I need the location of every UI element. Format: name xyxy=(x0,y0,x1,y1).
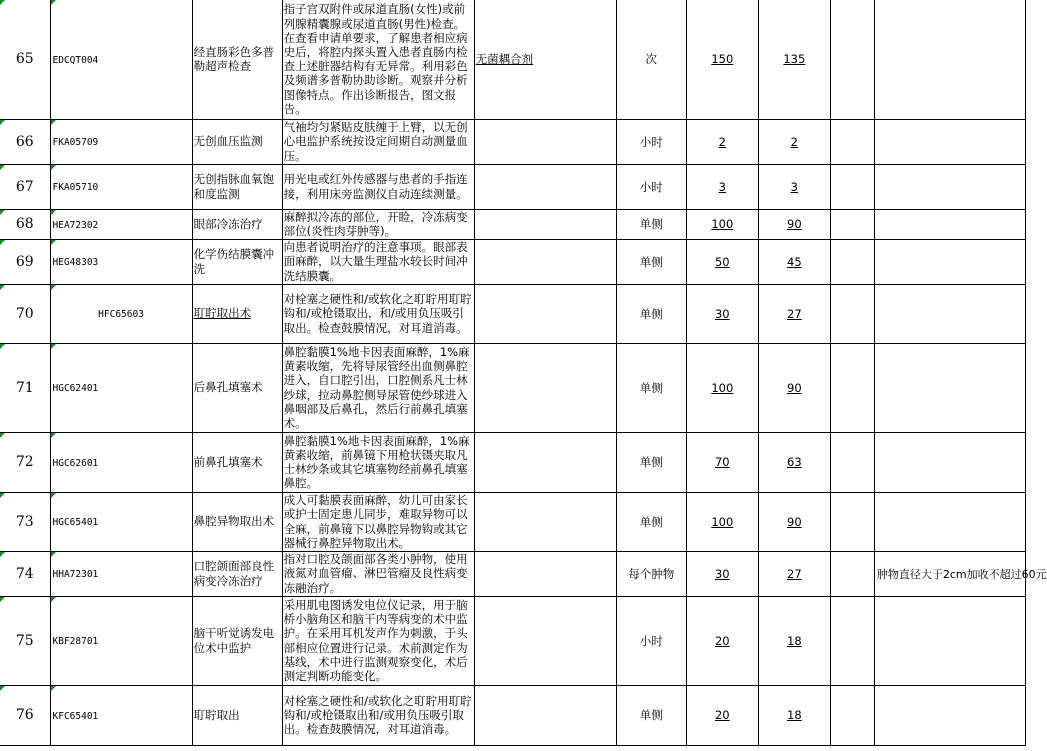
price-2-text: 135 xyxy=(783,52,806,67)
item-code-text: HHA72301 xyxy=(52,569,99,580)
table-row xyxy=(0,239,1026,284)
excluded-materials-cell[interactable] xyxy=(474,209,616,239)
note-cell[interactable] xyxy=(874,209,1025,239)
item-name-cell[interactable] xyxy=(192,209,282,239)
price-cell-1[interactable] xyxy=(686,596,758,685)
price-2-text: 18 xyxy=(787,633,802,648)
note-cell[interactable] xyxy=(874,432,1025,492)
pricing-unit-text: 单侧 xyxy=(639,708,663,722)
item-code-text: FKA05709 xyxy=(52,137,99,148)
item-name-cell[interactable] xyxy=(192,596,282,685)
price-1-text: 100 xyxy=(711,217,734,231)
price-cell-2[interactable] xyxy=(758,596,830,685)
item-name-text: 眼部冷冻治疗 xyxy=(193,216,263,231)
excluded-materials-cell[interactable] xyxy=(474,284,616,343)
item-code-text: HEA72302 xyxy=(52,219,99,231)
item-description-cell[interactable] xyxy=(282,596,474,685)
item-code-text: EDCQT004 xyxy=(52,54,99,66)
empty-cell[interactable] xyxy=(830,239,874,284)
pricing-unit-text: 每个肿物 xyxy=(628,566,675,581)
price-1-text: 100 xyxy=(711,380,734,395)
item-description-cell[interactable] xyxy=(282,492,474,551)
price-1-text: 150 xyxy=(711,52,734,67)
cell-marker-icon xyxy=(0,240,5,245)
excluded-materials-text[interactable]: 无菌耦合剂 xyxy=(475,52,534,67)
pricing-unit-cell[interactable] xyxy=(616,685,686,745)
item-code-cell[interactable] xyxy=(50,119,192,164)
item-description-cell[interactable] xyxy=(282,0,474,119)
pricing-unit-text: 单侧 xyxy=(639,217,663,231)
note-cell[interactable] xyxy=(874,119,1025,164)
pricing-unit-cell[interactable] xyxy=(616,164,686,209)
item-code-cell[interactable] xyxy=(50,432,192,492)
item-code-cell[interactable] xyxy=(50,685,192,745)
empty-cell[interactable] xyxy=(830,596,874,685)
item-code-cell[interactable] xyxy=(50,239,192,284)
item-description-text: 指子宫双附件或尿道直肠(女性)或前列腺精囊腺或尿道直肠(男性)检查。在查看申请单要求，了解患者相应病史后，将腔内探头置入患者直肠内检查上述脏器结构有无异常。利用彩色及频谱多普勒协助诊断。观察并分析图像特点。作出诊断报告，图文报告。 xyxy=(283,2,468,116)
price-2-text: 90 xyxy=(787,217,802,231)
item-code-text: HEG48303 xyxy=(52,257,99,268)
row-number-cell[interactable] xyxy=(0,209,50,239)
table-row xyxy=(0,551,1026,596)
price-2-text: 27 xyxy=(787,566,802,581)
row-number-text: 72 xyxy=(15,454,34,470)
empty-cell[interactable] xyxy=(830,0,874,119)
pricing-unit-text: 次 xyxy=(645,52,658,67)
item-description-cell[interactable] xyxy=(282,551,474,596)
empty-cell[interactable] xyxy=(830,284,874,343)
pricing-unit-cell[interactable] xyxy=(616,343,686,432)
item-name-cell[interactable] xyxy=(192,432,282,492)
cell-marker-icon xyxy=(51,597,56,602)
pricing-unit-text: 单侧 xyxy=(639,254,663,269)
cell-marker-icon xyxy=(0,0,5,5)
note-cell[interactable] xyxy=(874,343,1025,432)
price-cell-1[interactable] xyxy=(686,119,758,164)
pricing-unit-cell[interactable] xyxy=(616,284,686,343)
row-number-text: 73 xyxy=(15,513,34,530)
row-number-cell[interactable] xyxy=(0,284,50,343)
excluded-materials-cell[interactable] xyxy=(474,551,616,596)
price-cell-2[interactable] xyxy=(758,551,830,596)
cell-marker-icon xyxy=(51,344,56,349)
row-number-text: 68 xyxy=(15,216,34,232)
item-code-text: HGC65401 xyxy=(52,517,99,528)
item-description-cell[interactable] xyxy=(282,343,474,432)
table-row xyxy=(0,284,1026,343)
cell-marker-icon xyxy=(51,433,56,438)
price-cell-1[interactable] xyxy=(686,685,758,745)
item-code-cell[interactable] xyxy=(50,596,192,685)
excluded-materials-cell[interactable] xyxy=(474,239,616,284)
pricing-unit-text: 小时 xyxy=(639,179,663,194)
excluded-materials-cell[interactable] xyxy=(474,685,616,745)
item-name-cell[interactable] xyxy=(192,492,282,551)
empty-cell[interactable] xyxy=(830,432,874,492)
item-description-cell[interactable] xyxy=(282,209,474,239)
note-cell[interactable] xyxy=(874,551,1047,596)
item-name-text: 耵聍取出 xyxy=(193,707,240,722)
note-cell[interactable] xyxy=(874,284,1025,343)
item-code-text: FKA05710 xyxy=(52,182,99,193)
row-number-cell[interactable] xyxy=(0,343,50,432)
note-cell[interactable] xyxy=(874,685,1025,745)
row-number-text: 74 xyxy=(15,565,34,582)
item-description-cell[interactable] xyxy=(282,119,474,164)
item-description-text: 成人可黏膜表面麻醉，幼儿可由家长或护士固定患儿同步，难取异物可以全麻，前鼻镜下以鼻腔异物钩或其它器械行鼻腔异物取出术。 xyxy=(283,493,468,550)
empty-cell[interactable] xyxy=(830,492,874,551)
cell-marker-icon xyxy=(51,493,56,498)
row-number-text: 76 xyxy=(15,707,34,723)
cell-marker-icon xyxy=(0,344,5,349)
price-cell-1[interactable] xyxy=(686,0,758,119)
cell-marker-icon xyxy=(0,433,5,438)
price-cell-2[interactable] xyxy=(758,164,830,209)
item-code-text: HGC62401 xyxy=(52,383,99,394)
item-description-cell[interactable] xyxy=(282,284,474,343)
item-code-text: HFC65603 xyxy=(98,309,144,320)
cell-marker-icon xyxy=(0,552,5,557)
row-number-cell[interactable] xyxy=(0,119,50,164)
pricing-unit-cell[interactable] xyxy=(616,492,686,551)
price-2-text: 63 xyxy=(787,455,802,469)
pricing-unit-cell[interactable] xyxy=(616,596,686,685)
item-code-cell[interactable] xyxy=(50,209,192,239)
cell-marker-icon xyxy=(51,240,56,245)
cell-marker-icon xyxy=(51,120,56,125)
item-name-text: 鼻腔异物取出术 xyxy=(193,514,275,529)
item-name-text: 无创指脉血氧饱和度监测 xyxy=(193,172,275,201)
item-name-text: 口腔颌面部良性病变冷冻治疗 xyxy=(193,559,275,588)
row-number-cell[interactable] xyxy=(0,432,50,492)
item-name-text: 后鼻孔填塞术 xyxy=(193,380,263,395)
row-number-text: 67 xyxy=(15,178,34,195)
price-cell-1[interactable] xyxy=(686,239,758,284)
price-cell-1[interactable] xyxy=(686,164,758,209)
price-2-text: 2 xyxy=(790,134,798,149)
item-name-cell[interactable] xyxy=(192,164,282,209)
price-cell-2[interactable] xyxy=(758,239,830,284)
item-description-cell[interactable] xyxy=(282,164,474,209)
price-1-text: 20 xyxy=(714,708,730,722)
empty-cell[interactable] xyxy=(830,119,874,164)
pricing-unit-text: 单侧 xyxy=(639,306,663,321)
pricing-unit-cell[interactable] xyxy=(616,551,686,596)
pricing-unit-text: 小时 xyxy=(639,633,663,648)
item-description-cell[interactable] xyxy=(282,685,474,745)
cell-marker-icon xyxy=(51,552,56,557)
excluded-materials-cell[interactable] xyxy=(474,343,616,432)
cell-marker-icon xyxy=(0,210,5,215)
note-cell[interactable] xyxy=(874,239,1025,284)
row-number-cell[interactable] xyxy=(0,492,50,551)
note-cell[interactable] xyxy=(874,164,1025,209)
item-description-text: 向患者说明治疗的注意事项。眼部表面麻醉，以大量生理盐水较长时间冲洗结膜囊。 xyxy=(283,240,468,283)
item-description-text: 麻醉拟冷冻的部位，开睑，冷冻病变部位(炎性肉芽肿等)。 xyxy=(283,209,468,238)
pricing-unit-text: 单侧 xyxy=(639,380,663,395)
empty-cell[interactable] xyxy=(830,164,874,209)
table-row xyxy=(0,492,1026,551)
table-row xyxy=(0,0,1026,119)
item-name-cell[interactable] xyxy=(192,0,282,119)
table-row xyxy=(0,119,1026,164)
row-number-text: 71 xyxy=(15,379,34,396)
cell-marker-icon xyxy=(51,285,56,290)
item-name-cell[interactable] xyxy=(192,239,282,284)
row-number-cell[interactable] xyxy=(0,164,50,209)
price-cell-2[interactable] xyxy=(758,432,830,492)
row-number-text: 66 xyxy=(15,133,34,150)
note-text: 肿物直径大于2cm加收不超过60元 xyxy=(876,567,1047,581)
table-row xyxy=(0,432,1026,492)
pricing-unit-cell[interactable] xyxy=(616,209,686,239)
price-cell-1[interactable] xyxy=(686,343,758,432)
item-description-text: 采用肌电图诱发电位仪记录，用于脑桥小脑角区和脑干内等病变的术中监护。在采用耳机发声作为刺激，于头部相应位置进行记录。术前测定作为基线，术中进行监测观察变化，术后测定判断功能变化。 xyxy=(283,597,468,683)
price-2-text: 90 xyxy=(787,514,802,529)
item-name-cell[interactable] xyxy=(192,343,282,432)
item-code-text: HGC62601 xyxy=(52,457,99,469)
row-number-text: 75 xyxy=(15,632,34,649)
price-cell-1[interactable] xyxy=(686,209,758,239)
cell-marker-icon xyxy=(51,686,56,691)
price-1-text: 20 xyxy=(714,633,730,648)
price-cell-2[interactable] xyxy=(758,0,830,119)
item-description-text: 指对口腔及颌面部各类小肿物，使用液氮对血管瘤、淋巴管瘤及良性病变冻融治疗。 xyxy=(283,552,468,595)
note-cell[interactable] xyxy=(874,492,1025,551)
pricing-unit-cell[interactable] xyxy=(616,239,686,284)
price-cell-2[interactable] xyxy=(758,492,830,551)
row-number-text: 69 xyxy=(15,253,34,270)
price-cell-2[interactable] xyxy=(758,209,830,239)
price-1-text: 70 xyxy=(714,455,730,469)
empty-cell[interactable] xyxy=(830,685,874,745)
item-name-text: 化学伤结膜囊冲洗 xyxy=(193,247,275,276)
item-name-text: 脑干听觉诱发电位术中监护 xyxy=(193,626,275,655)
cell-marker-icon xyxy=(0,597,5,602)
empty-cell[interactable] xyxy=(830,209,874,239)
pricing-unit-cell[interactable] xyxy=(616,119,686,164)
table-row xyxy=(0,209,1026,239)
item-name-cell[interactable] xyxy=(192,284,282,343)
item-code-cell[interactable] xyxy=(50,551,192,596)
price-2-text: 90 xyxy=(787,380,802,395)
item-description-text: 对栓塞之硬性和/或软化之耵聍用耵聍钩和/或枪镊取出，和/或用负压吸引取出。检查鼓膜情况，对耳道消毒。 xyxy=(283,292,472,335)
item-name-cell[interactable] xyxy=(192,685,282,745)
item-description-cell[interactable] xyxy=(282,239,474,284)
row-number-cell[interactable] xyxy=(0,239,50,284)
row-number-cell[interactable] xyxy=(0,551,50,596)
cell-marker-icon xyxy=(0,285,5,290)
cell-marker-icon xyxy=(51,210,56,215)
price-1-text: 2 xyxy=(718,134,726,149)
cell-marker-icon xyxy=(0,686,5,691)
price-cell-2[interactable] xyxy=(758,284,830,343)
item-description-text: 用光电或红外传感器与患者的手指连接，利用床旁监测仪自动连续测量。 xyxy=(283,172,468,201)
pricing-unit-text: 小时 xyxy=(639,134,663,149)
item-name-text: 无创血压监测 xyxy=(193,134,263,149)
price-2-text: 45 xyxy=(787,254,802,269)
item-description-text: 气袖均匀紧贴皮肤缠于上臂，以无创心电监护系统按设定间期自动测量血压。 xyxy=(283,120,468,163)
row-number-cell[interactable] xyxy=(0,0,50,119)
item-name-text: 前鼻孔填塞术 xyxy=(193,454,263,469)
price-1-text: 50 xyxy=(714,254,730,269)
item-name-text: 经直肠彩色多普勒超声检查 xyxy=(193,45,275,74)
row-number-cell[interactable] xyxy=(0,685,50,745)
item-description-text: 鼻腔黏膜1%地卡因表面麻醉，1%麻黄素收缩，先将导尿管经出血侧鼻腔进入，自口腔引出，口腔侧系凡士林纱球，拉动鼻腔侧导尿管使纱球进入鼻咽部及后鼻孔，然后行前鼻孔填塞术。 xyxy=(283,344,470,430)
item-name-cell[interactable] xyxy=(192,551,282,596)
empty-cell[interactable] xyxy=(830,343,874,432)
excluded-materials-cell[interactable] xyxy=(474,432,616,492)
row-number-cell[interactable] xyxy=(0,596,50,685)
row-number-text: 70 xyxy=(15,305,34,322)
pricing-unit-cell[interactable] xyxy=(616,0,686,119)
excluded-materials-cell[interactable] xyxy=(474,596,616,685)
price-1-text: 100 xyxy=(711,514,734,529)
price-cell-2[interactable] xyxy=(758,343,830,432)
table-row xyxy=(0,164,1026,209)
excluded-materials-cell[interactable] xyxy=(474,164,616,209)
price-cell-1[interactable] xyxy=(686,551,758,596)
item-code-cell[interactable] xyxy=(50,0,192,119)
price-1-text: 30 xyxy=(714,306,730,321)
price-2-text: 18 xyxy=(787,708,802,722)
price-1-text: 30 xyxy=(714,566,730,581)
excluded-materials-cell[interactable] xyxy=(474,0,616,119)
price-1-text: 3 xyxy=(718,179,726,194)
price-2-text: 3 xyxy=(790,179,798,194)
cell-marker-icon xyxy=(0,165,5,170)
price-cell-2[interactable] xyxy=(758,119,830,164)
pricing-unit-text: 单侧 xyxy=(639,514,663,529)
excluded-materials-cell[interactable] xyxy=(474,119,616,164)
item-description-text: 鼻腔黏膜1%地卡因表面麻醉，1%麻黄素收缩，前鼻镜下用枪状镊夹取凡士林纱条或其它填塞物经前鼻孔填塞鼻腔。 xyxy=(283,433,470,491)
cell-marker-icon xyxy=(51,165,56,170)
item-name-cell[interactable] xyxy=(192,119,282,164)
cell-marker-icon xyxy=(51,0,56,5)
note-cell[interactable] xyxy=(874,0,1025,119)
excluded-materials-cell[interactable] xyxy=(474,492,616,551)
price-cell-1[interactable] xyxy=(686,492,758,551)
price-cell-1[interactable] xyxy=(686,432,758,492)
row-number-text: 65 xyxy=(15,51,34,68)
item-code-text: KBF28701 xyxy=(52,636,99,647)
cell-marker-icon xyxy=(0,120,5,125)
table-row xyxy=(0,343,1026,432)
cell-marker-icon xyxy=(0,493,5,498)
pricing-unit-cell[interactable] xyxy=(616,432,686,492)
table-row xyxy=(0,596,1026,685)
item-code-cell[interactable] xyxy=(50,164,192,209)
item-code-cell[interactable] xyxy=(50,284,192,343)
price-2-text: 27 xyxy=(787,306,802,321)
note-cell[interactable] xyxy=(874,596,1025,685)
item-description-text: 对栓塞之硬性和/或软化之耵聍用耵聍钩和/或枪镊取出和/或用负压吸引取出。检查鼓膜情况，对耳道消毒。 xyxy=(283,693,472,737)
item-name-text: 耵聍取出术 xyxy=(193,306,252,321)
pricing-unit-text: 单侧 xyxy=(639,455,663,469)
table-row xyxy=(0,685,1026,745)
item-description-cell[interactable] xyxy=(282,432,474,492)
price-cell-1[interactable] xyxy=(686,284,758,343)
item-code-cell[interactable] xyxy=(50,492,192,551)
price-cell-2[interactable] xyxy=(758,685,830,745)
item-code-text: KFC65401 xyxy=(52,710,99,722)
item-code-cell[interactable] xyxy=(50,343,192,432)
empty-cell[interactable] xyxy=(830,551,874,596)
